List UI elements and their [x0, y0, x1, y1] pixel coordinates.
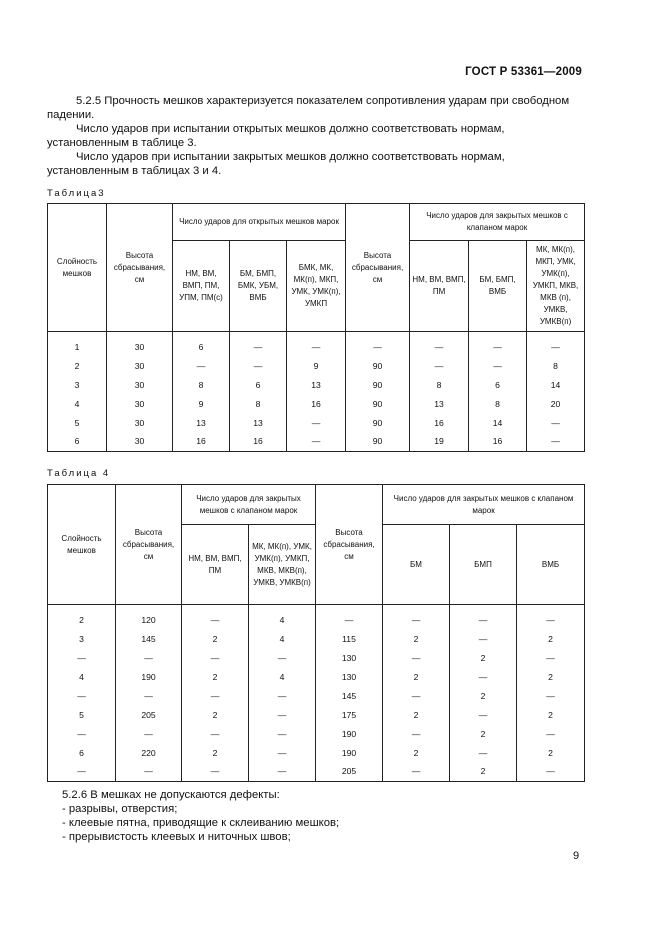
table-cell: —: [383, 686, 450, 705]
t3-header-open-1: НМ, ВМ, ВМП, ПМ, УПМ, ПМ(с): [173, 241, 230, 332]
table-cell: 2: [517, 667, 585, 686]
table-cell: —: [450, 667, 517, 686]
table-cell: 3: [48, 375, 107, 394]
table-cell: —: [182, 724, 249, 743]
table-cell: 16: [469, 432, 527, 451]
table-cell: 5: [48, 705, 116, 724]
list-item: - прерывистость клеевых и ниточных швов;: [62, 831, 291, 843]
table-row: [48, 629, 585, 648]
table-cell: 9: [287, 356, 346, 375]
t4-header-group2: Число ударов для закрытых мешков с клапаном марок: [383, 485, 585, 525]
table-cell: 205: [116, 705, 182, 724]
table-cell: 3: [48, 629, 116, 648]
table-cell: 2: [450, 648, 517, 667]
table-cell: 30: [107, 337, 173, 356]
table-cell: —: [48, 648, 116, 667]
table-cell: —: [48, 686, 116, 705]
table-cell: —: [383, 610, 450, 629]
table-cell: —: [469, 337, 527, 356]
table-cell: —: [383, 648, 450, 667]
table-cell: 2: [182, 743, 249, 762]
paragraph-5-2-6: 5.2.6 В мешках не допускаются дефекты:: [62, 789, 280, 801]
table-row: [48, 648, 585, 667]
page-number: 9: [573, 850, 580, 862]
table-cell: 6: [173, 337, 230, 356]
table-row: [48, 705, 585, 724]
table-row: [48, 394, 585, 413]
t3-header-closed-1: НМ, ВМ, ВМП, ПМ: [410, 241, 469, 332]
table-cell: —: [249, 724, 316, 743]
table-row: [48, 356, 585, 375]
table-cell: —: [517, 686, 585, 705]
table-cell: 8: [173, 375, 230, 394]
table-cell: —: [383, 724, 450, 743]
table-cell: 190: [316, 743, 383, 762]
table-cell: 6: [230, 375, 287, 394]
table-cell: 2: [182, 629, 249, 648]
table-cell: 20: [527, 394, 585, 413]
table-row: [48, 686, 585, 705]
t4-header-layers: Слойность мешков: [48, 485, 116, 605]
table-cell: 14: [527, 375, 585, 394]
t4-header-height: Высота сбрасывания, см: [116, 485, 182, 605]
table-cell: —: [346, 337, 410, 356]
table-cell: 8: [527, 356, 585, 375]
table-cell: —: [450, 705, 517, 724]
table-cell: —: [173, 356, 230, 375]
table-row: [48, 610, 585, 629]
table-cell: 2: [182, 667, 249, 686]
table-cell: —: [287, 432, 346, 451]
table-cell: 2: [450, 762, 517, 781]
paragraph-closed-bags: Число ударов при испытании закрытых мешков должно соответствовать нормам, установленным в таблицах 3 и 4.: [47, 151, 505, 177]
table-cell: 8: [469, 394, 527, 413]
table-cell: 30: [107, 432, 173, 451]
table-cell: —: [116, 648, 182, 667]
t3-header-open-3: БМК, МК, МК(п), МКП, УМК, УМК(п), УМКП: [287, 241, 346, 332]
table-cell: —: [517, 610, 585, 629]
table-cell: —: [116, 762, 182, 781]
table-row: [48, 667, 585, 686]
table-cell: —: [287, 337, 346, 356]
table-cell: 120: [116, 610, 182, 629]
table-row: [48, 375, 585, 394]
table-cell: —: [116, 686, 182, 705]
table-cell: 2: [517, 743, 585, 762]
table-cell: 190: [316, 724, 383, 743]
table-cell: 13: [173, 413, 230, 432]
t4-header-g1-1: НМ, ВМ, ВМП, ПМ: [182, 525, 249, 605]
table-cell: —: [249, 705, 316, 724]
table-cell: 1: [48, 337, 107, 356]
table-cell: —: [249, 648, 316, 667]
table-row: [48, 432, 585, 451]
paragraph-5-2-5: 5.2.5 Прочность мешков характеризуется показателем сопротивления ударам при свободном падении.: [47, 95, 570, 121]
document-code: ГОСТ Р 53361—2009: [465, 66, 582, 78]
table-cell: —: [450, 610, 517, 629]
t3-header-closed-3: МК, МК(п), МКП, УМК, УМК(п), УМКП, МКВ, МКВ (п), УМКВ, УМКВ(п): [527, 241, 585, 332]
table-cell: 205: [316, 762, 383, 781]
table-cell: 2: [48, 610, 116, 629]
table-cell: 4: [249, 629, 316, 648]
table-cell: —: [410, 337, 469, 356]
t3-header-open-2: БМ, БМП, БМК, УБМ, ВМБ: [230, 241, 287, 332]
table-cell: 13: [230, 413, 287, 432]
table-cell: 13: [410, 394, 469, 413]
list-item: - разрывы, отверстия;: [62, 803, 178, 815]
table-cell: 6: [469, 375, 527, 394]
table-cell: 130: [316, 667, 383, 686]
table-row: [48, 337, 585, 356]
table-cell: 2: [383, 705, 450, 724]
table-cell: —: [116, 724, 182, 743]
t4-header-g2-3: ВМБ: [517, 525, 585, 605]
table-cell: 2: [48, 356, 107, 375]
table-cell: —: [249, 762, 316, 781]
list-item: - клеевые пятна, приводящие к склеиванию мешков;: [62, 817, 340, 829]
table-4: [47, 484, 585, 782]
table-3: [47, 203, 585, 452]
table-cell: 30: [107, 413, 173, 432]
t4-header-g2-2: БМП: [450, 525, 517, 605]
table-cell: 16: [230, 432, 287, 451]
table-cell: 4: [249, 610, 316, 629]
table-cell: —: [230, 356, 287, 375]
table-cell: 2: [517, 629, 585, 648]
table-cell: 220: [116, 743, 182, 762]
table-cell: —: [249, 686, 316, 705]
table-cell: —: [182, 610, 249, 629]
t3-header-closed-group: Число ударов для закрытых мешков с клапаном марок: [410, 204, 585, 241]
table-cell: 16: [287, 394, 346, 413]
table-cell: 115: [316, 629, 383, 648]
table-cell: —: [383, 762, 450, 781]
table-cell: 19: [410, 432, 469, 451]
table-cell: 9: [173, 394, 230, 413]
table-cell: 90: [346, 413, 410, 432]
table-cell: 30: [107, 394, 173, 413]
table-cell: 14: [469, 413, 527, 432]
table-cell: —: [450, 629, 517, 648]
table-cell: 145: [116, 629, 182, 648]
table-cell: 2: [383, 743, 450, 762]
table-cell: —: [182, 762, 249, 781]
table-cell: 2: [450, 686, 517, 705]
table-cell: —: [527, 337, 585, 356]
table-cell: 16: [173, 432, 230, 451]
table-cell: —: [517, 724, 585, 743]
table-cell: 8: [230, 394, 287, 413]
t3-header-layers: Слойность мешков: [48, 204, 107, 332]
table-cell: 90: [346, 432, 410, 451]
table-cell: 2: [517, 705, 585, 724]
table4-caption: Таблица 4: [47, 468, 111, 479]
table-cell: —: [410, 356, 469, 375]
table-cell: —: [48, 724, 116, 743]
table-cell: 6: [48, 432, 107, 451]
table-cell: —: [287, 413, 346, 432]
table-cell: 90: [346, 356, 410, 375]
table-cell: 6: [48, 743, 116, 762]
table-cell: 4: [48, 394, 107, 413]
t3-header-height: Высота сбрасывания, см: [107, 204, 173, 332]
table-cell: 4: [249, 667, 316, 686]
table-cell: —: [527, 432, 585, 451]
table-cell: 13: [287, 375, 346, 394]
table-cell: —: [469, 356, 527, 375]
table-cell: 16: [410, 413, 469, 432]
table-cell: 130: [316, 648, 383, 667]
t3-header-closed-2: БМ, БМП, ВМБ: [469, 241, 527, 332]
table-cell: —: [316, 610, 383, 629]
table-cell: 2: [383, 629, 450, 648]
table-row: [48, 743, 585, 762]
table-row: [48, 762, 585, 781]
paragraph-open-bags: Число ударов при испытании открытых мешков должно соответствовать нормам, установленным в таблице 3.: [47, 123, 505, 149]
table-cell: 8: [410, 375, 469, 394]
t4-header-height2: Высота сбрасывания, см: [316, 485, 383, 605]
table-cell: —: [230, 337, 287, 356]
table-cell: 30: [107, 375, 173, 394]
table3-caption: Таблица3: [47, 188, 106, 199]
table-row: [48, 724, 585, 743]
t4-header-group1: Число ударов для закрытых мешков с клапаном марок: [182, 485, 316, 525]
table-cell: 190: [116, 667, 182, 686]
table-cell: —: [182, 686, 249, 705]
t4-header-g2-1: БМ: [383, 525, 450, 605]
table-cell: 2: [450, 724, 517, 743]
defects-list: [62, 802, 339, 844]
table-cell: —: [249, 743, 316, 762]
table-cell: —: [182, 648, 249, 667]
table-row: [48, 413, 585, 432]
table-cell: 145: [316, 686, 383, 705]
t4-header-g1-2: МК, МК(п), УМК, УМК(п), УМКП, МКВ, МКВ(п), УМКВ, УМКВ(п): [249, 525, 316, 605]
table-cell: 175: [316, 705, 383, 724]
table-cell: —: [517, 762, 585, 781]
table-cell: 90: [346, 394, 410, 413]
table-cell: —: [527, 413, 585, 432]
table-cell: 2: [383, 667, 450, 686]
t3-header-open-group: Число ударов для открытых мешков марок: [173, 204, 346, 241]
table-cell: 30: [107, 356, 173, 375]
table-cell: —: [450, 743, 517, 762]
table-cell: 90: [346, 375, 410, 394]
table-cell: —: [517, 648, 585, 667]
table-cell: 4: [48, 667, 116, 686]
table-cell: 5: [48, 413, 107, 432]
t3-header-height2: Высота сбрасывания, см: [346, 204, 410, 332]
table-cell: —: [48, 762, 116, 781]
table-cell: 2: [182, 705, 249, 724]
